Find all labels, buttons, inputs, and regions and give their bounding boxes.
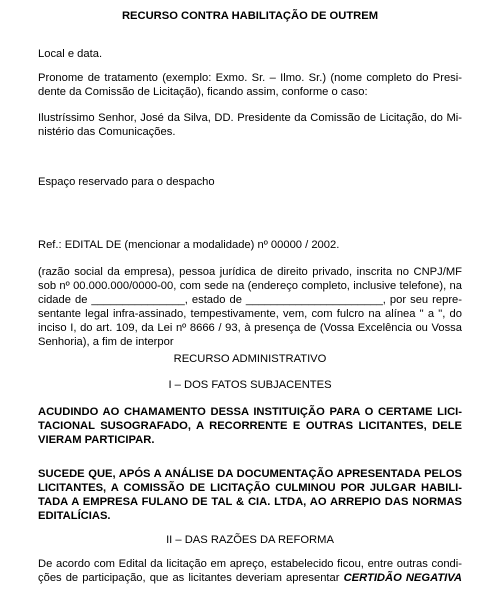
destinatario-line: Ilustríssimo Senhor, José da Silva, DD. Presidente da Comissão de Licitação, do Mi- [38, 112, 462, 124]
qualificacao-line: Senhoria), a fim de interpor [38, 336, 174, 348]
razoes-line: De acordo com Edital da licitação em apreço, estabelecido ficou, entre outras condi- [38, 558, 462, 570]
fatos-line: TADA A EMPRESA FULANO DE TAL & CIA. LTDA, AO ARREPIO DAS NORMAS [38, 496, 462, 508]
despacho-space-label: Espaço reservado para o despacho [38, 176, 215, 188]
fatos-line: TACIONAL SUSOGRAFADO, A RECORRENTE E OUTRAS LICITANTES, DELE [38, 420, 462, 432]
fatos-heading: I – DOS FATOS SUBJACENTES [168, 379, 332, 391]
razoes-paragraph [38, 557, 462, 585]
fatos-paragraph-2 [38, 467, 462, 523]
recurso-heading: RECURSO ADMINISTRATIVO [173, 353, 327, 365]
certidao-negativa-emphasis: CERTIDÃO NEGATIVA [343, 572, 462, 584]
razoes-line [38, 571, 462, 585]
qualificacao-line: sob nº 00.000.000/0000-00, com sede na (endereço completo, inclusive telefone), na [38, 280, 462, 292]
destinatario-line: nistério das Comunicações. [38, 126, 176, 138]
qualificacao-line: cidade de _______________, estado de ______________________, por seu repre- [38, 294, 462, 306]
fatos-paragraph-1 [38, 405, 462, 447]
fatos-line: ACUDINDO AO CHAMAMENTO DESSA INSTITUIÇÃO PARA O CERTAME LICI- [38, 406, 462, 418]
pronome-paragraph [38, 71, 462, 99]
qualificacao-paragraph [38, 265, 462, 349]
local-data: Local e data. [38, 48, 103, 60]
destinatario-paragraph [38, 111, 462, 139]
pronome-line: Pronome de tratamento (exemplo: Exmo. Sr. – Ilmo. Sr.) (nome completo do Presi- [38, 72, 462, 84]
fatos-line: LICITANTES, A COMISSÃO DE LICITAÇÃO CULMINOU POR JULGAR HABILI- [38, 482, 462, 494]
qualificacao-line: inciso I, do art. 109, da Lei nº 8666 / 93, à presença de (Vossa Excelência ou Vossa [38, 322, 462, 334]
pronome-line: dente da Comissão de Licitação), ficando assim, conforme o caso: [38, 86, 368, 98]
fatos-line: EDITALÍCIAS. [38, 510, 111, 522]
qualificacao-line: sentante legal infra-assinado, tempestivamente, vem, com fulcro na alínea " a ", do [38, 308, 462, 320]
edital-reference: Ref.: EDITAL DE (mencionar a modalidade) nº 00000 / 2002. [38, 239, 340, 251]
fatos-line: SUCEDE QUE, APÓS A ANÁLISE DA DOCUMENTAÇÃO APRESENTADA PELOS [38, 468, 462, 480]
fatos-line: VIERAM PARTICIPAR. [38, 434, 155, 446]
document-title: RECURSO CONTRA HABILITAÇÃO DE OUTREM [121, 10, 379, 22]
razoes-line-start: ções de participação, que as licitantes deveriam apresentar [38, 572, 340, 584]
qualificacao-line: (razão social da empresa), pessoa jurídica de direito privado, inscrita no CNPJ/MF [38, 266, 462, 278]
razoes-heading: II – DAS RAZÕES DA REFORMA [166, 534, 334, 546]
